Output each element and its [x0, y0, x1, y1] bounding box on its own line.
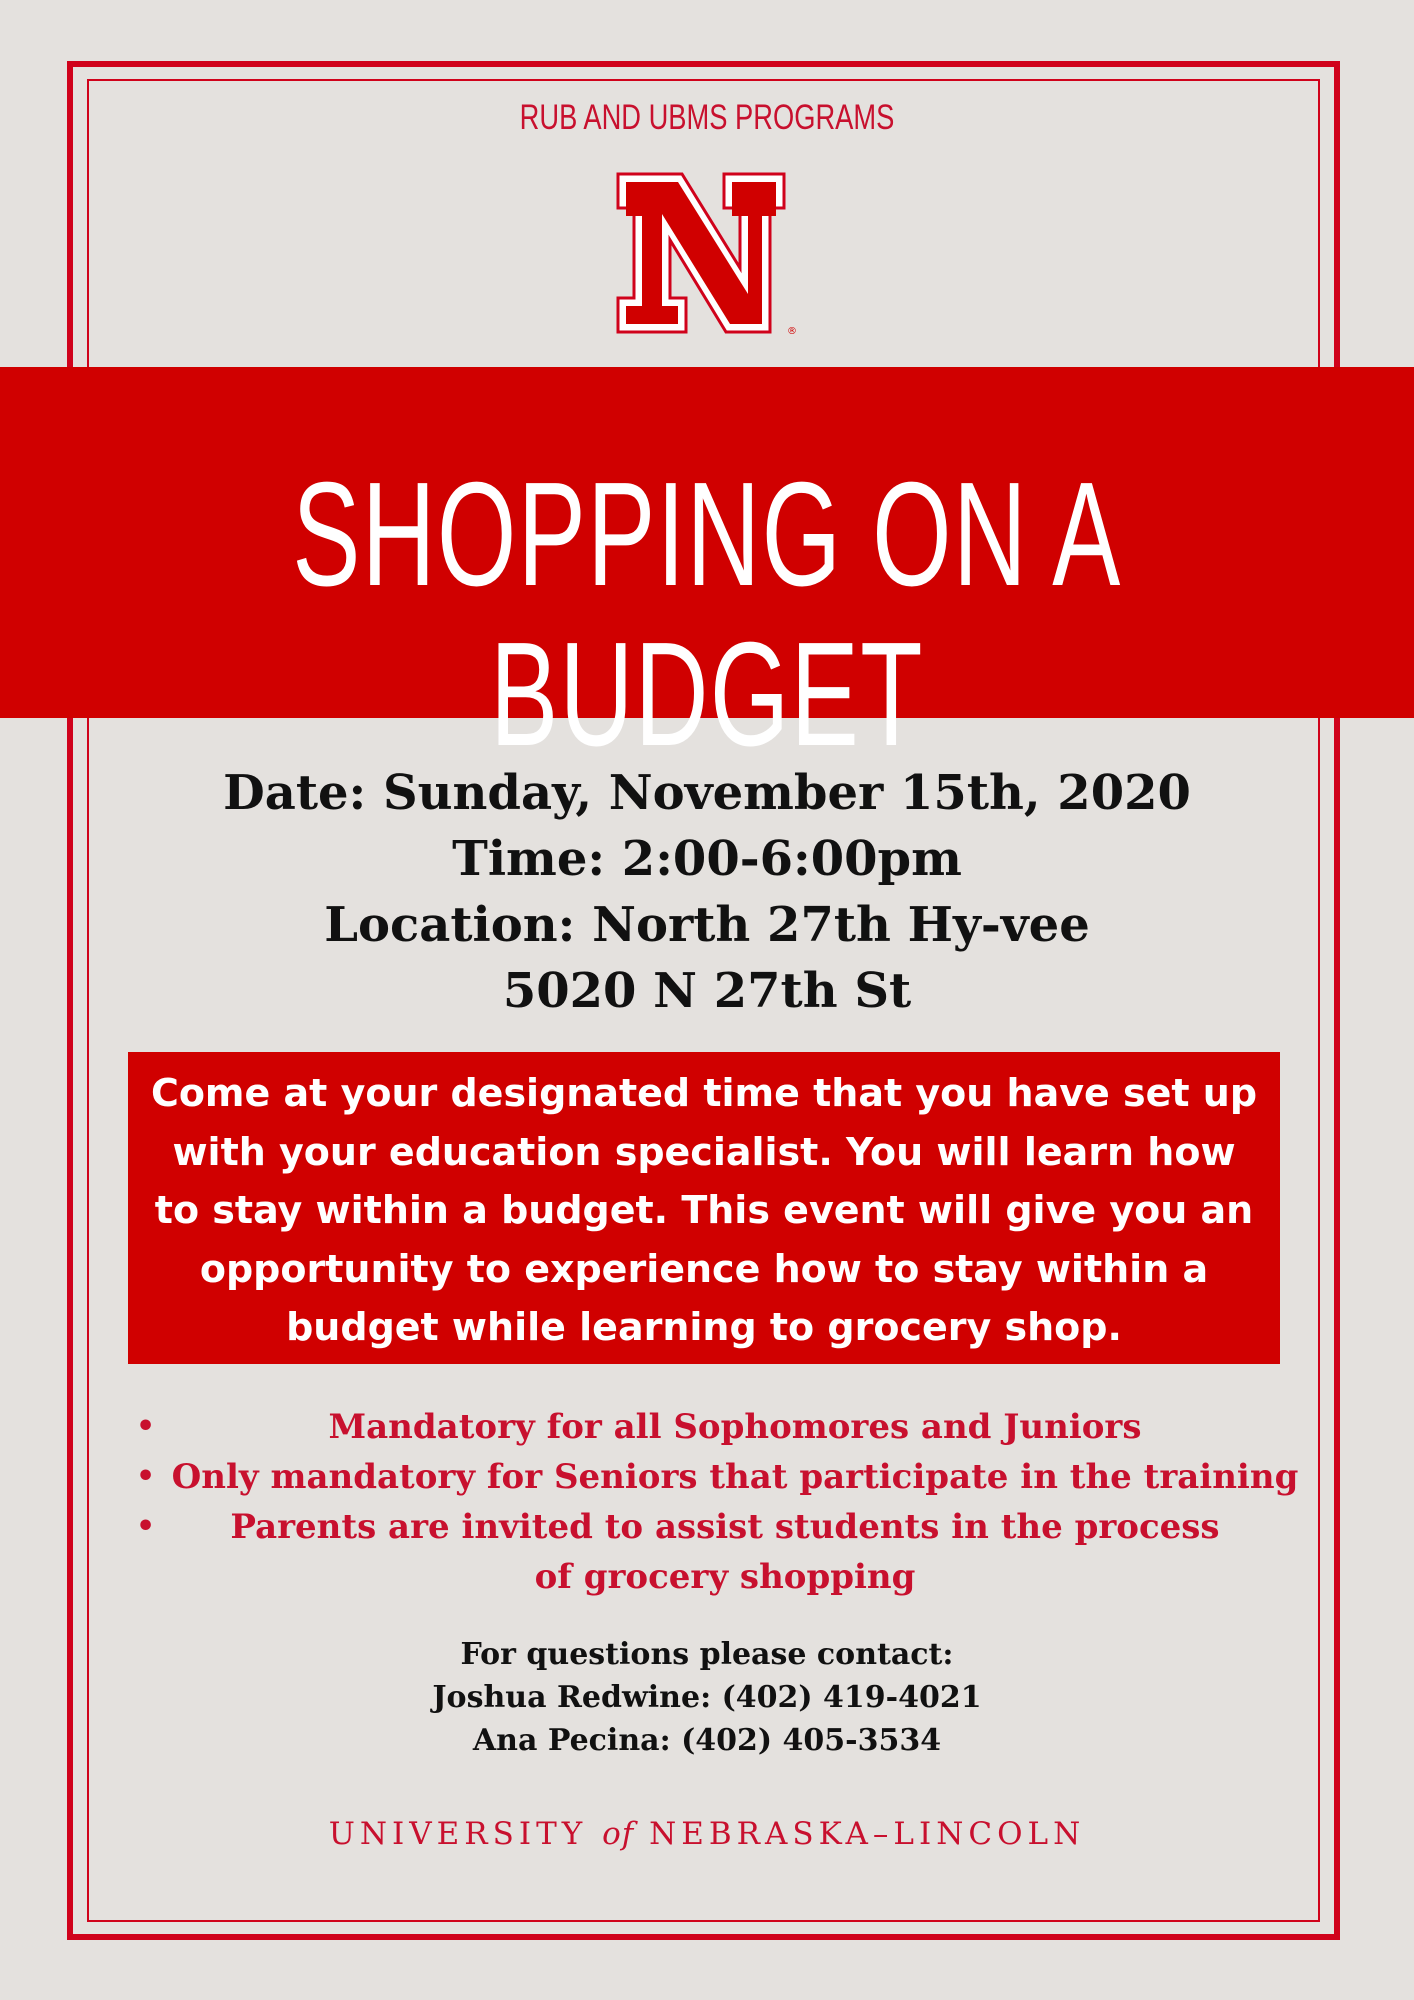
wordmark-nebraska-lincoln: NEBRASKA–LINCOLN: [649, 1816, 1086, 1852]
event-date: Date: Sunday, November 15th, 2020: [223, 765, 1191, 821]
event-details: [0, 760, 1414, 1024]
description-line: budget while learning to grocery shop.: [286, 1305, 1122, 1349]
event-address: 5020 N 27th St: [502, 963, 912, 1019]
list-item: [130, 1502, 1300, 1602]
contact-info: [0, 1633, 1414, 1762]
description-line: opportunity to experience how to stay within a: [199, 1246, 1209, 1291]
requirements-list: [130, 1402, 1300, 1602]
event-location: Location: North 27th Hy-vee: [324, 897, 1090, 953]
description-text: [128, 1064, 1280, 1357]
contact-person-2: Ana Pecina: (402) 405-3534: [472, 1723, 942, 1758]
list-item-text: Mandatory for all Sophomores and Juniors: [328, 1407, 1142, 1447]
list-item-text: Parents are invited to assist students in the process of grocery shopping: [230, 1507, 1220, 1597]
event-title: SHOPPING ON A BUDGET: [292, 452, 1122, 777]
bullet-icon: •: [136, 1459, 156, 1494]
description-line: with your education specialist. You will learn how: [172, 1129, 1236, 1174]
nebraska-n-logo: [614, 168, 797, 337]
list-item: [130, 1402, 1300, 1452]
list-item-text: Only mandatory for Seniors that participate in the training: [171, 1457, 1299, 1497]
university-wordmark: [0, 1816, 1414, 1852]
list-item: [130, 1452, 1300, 1502]
contact-person-1: Joshua Redwine: (402) 419-4021: [432, 1680, 982, 1715]
wordmark-of: of: [602, 1816, 635, 1852]
wordmark-university: UNIVERSITY: [328, 1816, 588, 1852]
bullet-icon: •: [136, 1509, 156, 1544]
registered-mark: ®: [787, 326, 797, 337]
description-line: Come at your designated time that you have set up: [150, 1071, 1258, 1115]
bullet-icon: •: [136, 1409, 156, 1444]
contact-heading: For questions please contact:: [460, 1637, 954, 1672]
description-line: to stay within a budget. This event will give you an: [154, 1188, 1254, 1232]
program-header: RUB AND UBMS PROGRAMS: [519, 98, 895, 137]
event-time: Time: 2:00-6:00pm: [452, 831, 962, 887]
